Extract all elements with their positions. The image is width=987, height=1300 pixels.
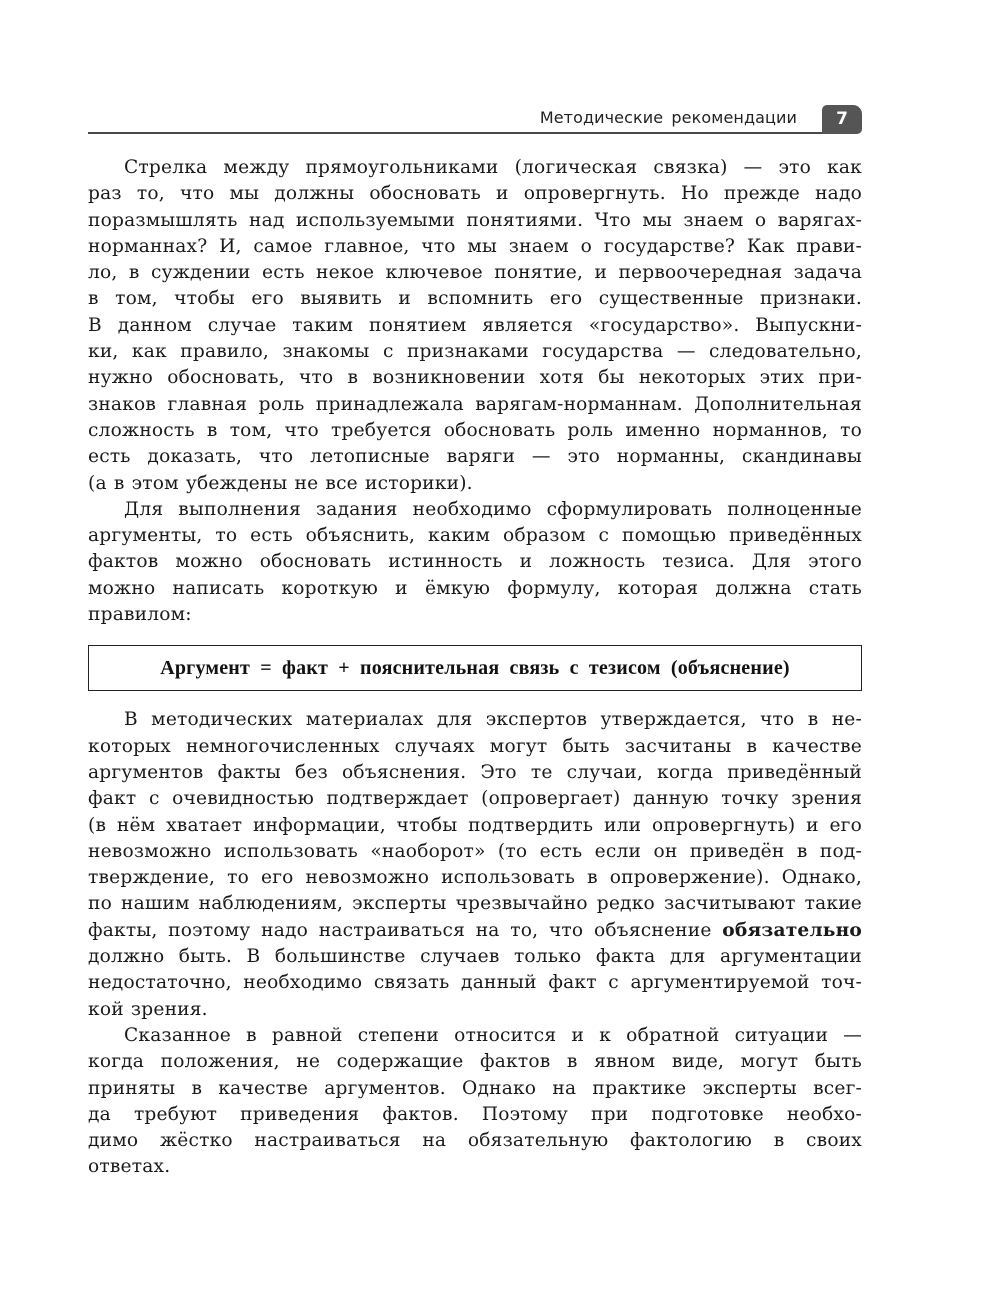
body-text	[88, 155, 862, 1181]
text-line: ки, как правило, знакомы с признаками государства — следовательно,	[88, 341, 862, 363]
text-line: есть доказать, что летописные варяги — это норманны, скандинавы	[88, 446, 862, 468]
text-line: поразмышлять над используемыми понятиями. Что мы знаем о варягах-	[88, 209, 862, 231]
text-line: невозможно использовать «наоборот» (то есть если он приведён в под-	[88, 840, 862, 862]
text-line: правилом:	[88, 604, 192, 626]
text-line: знаков главная роль принадлежала варягам-норманнам. Дополнительная	[88, 393, 862, 415]
header-rule	[88, 132, 828, 134]
paragraph-4	[88, 1023, 862, 1181]
formula-box	[88, 645, 862, 691]
text-line: тверждение, то его невозможно использовать в опровержение). Однако,	[88, 867, 862, 889]
text-line: (а в этом убеждены не все историки).	[88, 472, 473, 494]
text-line: сложность в том, что требуется обосновать роль именно норманнов, то	[88, 419, 862, 441]
section-title: Методические рекомендации	[539, 108, 797, 127]
text-line: недостаточно, необходимо связать данный факт с аргументируемой точ-	[88, 972, 862, 994]
paragraph-1	[88, 155, 862, 497]
text-line: В данном случае таким понятием является «государство». Выпускни-	[88, 314, 862, 336]
text-line: аргументы, то есть объяснить, каким образом с помощью приведённых	[88, 525, 862, 547]
text-line: ответах.	[88, 1156, 171, 1178]
text-line: кой зрения.	[88, 998, 208, 1020]
text-line: аргументов факты без объяснения. Это те случаи, когда приведённый	[88, 761, 862, 783]
text-line: (в нём хватает информации, чтобы подтвердить или опровергнуть) и его	[88, 814, 862, 836]
text-line: да требуют приведения фактов. Поэтому при подготовке необхо-	[88, 1103, 862, 1125]
emphasized-word: обязательно	[722, 919, 862, 941]
text-line: Сказанное в равной степени относится и к обратной ситуации —	[124, 1024, 862, 1046]
text-line: которых немногочисленных случаях могут быть засчитаны в качестве	[88, 735, 862, 757]
text-line: димо жёстко настраиваться на обязательную фактологию в своих	[88, 1130, 862, 1152]
text-line: можно написать короткую и ёмкую формулу, которая должна стать	[88, 577, 862, 599]
text-line: ло, в суждении есть некое ключевое понятие, и первоочередная задача	[88, 262, 862, 284]
text-line: когда положения, не содержащие фактов в явном виде, могут быть	[88, 1051, 862, 1073]
text-line: фактов можно обосновать истинность и ложность тезиса. Для этого	[88, 551, 862, 573]
text-line: приняты в качестве аргументов. Однако на практике эксперты всег-	[88, 1077, 862, 1099]
text-line: Стрелка между прямоугольниками (логическая связка) — это как	[124, 157, 862, 178]
formula-text: Аргумент = факт + пояснительная связь с тезисом (объяснение)	[160, 657, 790, 680]
text-line: Для выполнения задания необходимо сформулировать полноценные	[124, 498, 862, 520]
text-line	[88, 918, 862, 944]
text-line: норманнах? И, самое главное, что мы знаем о государстве? Как прави-	[88, 235, 862, 257]
running-header	[88, 105, 862, 135]
text-line: В методических материалах для экспертов утверждается, что в не-	[124, 709, 862, 731]
text-segment: факты, поэтому надо настраиваться на то, что объяснение	[88, 919, 723, 941]
text-line: нужно обосновать, что в возникновении хотя бы некоторых этих при-	[88, 367, 862, 389]
page-number-badge: 7	[822, 105, 862, 134]
text-line: раз то, что мы должны обосновать и опровергнуть. Но прежде надо	[88, 183, 862, 205]
paragraph-3	[88, 707, 862, 1023]
text-line: факт с очевидностью подтверждает (опровергает) данную точку зрения	[88, 788, 862, 810]
paragraph-2	[88, 497, 862, 628]
text-line: по нашим наблюдениям, эксперты чрезвычайно редко засчитывают такие	[88, 893, 862, 915]
text-line: должно быть. В большинстве случаев только факта для аргументации	[88, 946, 862, 968]
text-line: в том, чтобы его выявить и вспомнить его существенные признаки.	[88, 288, 862, 310]
